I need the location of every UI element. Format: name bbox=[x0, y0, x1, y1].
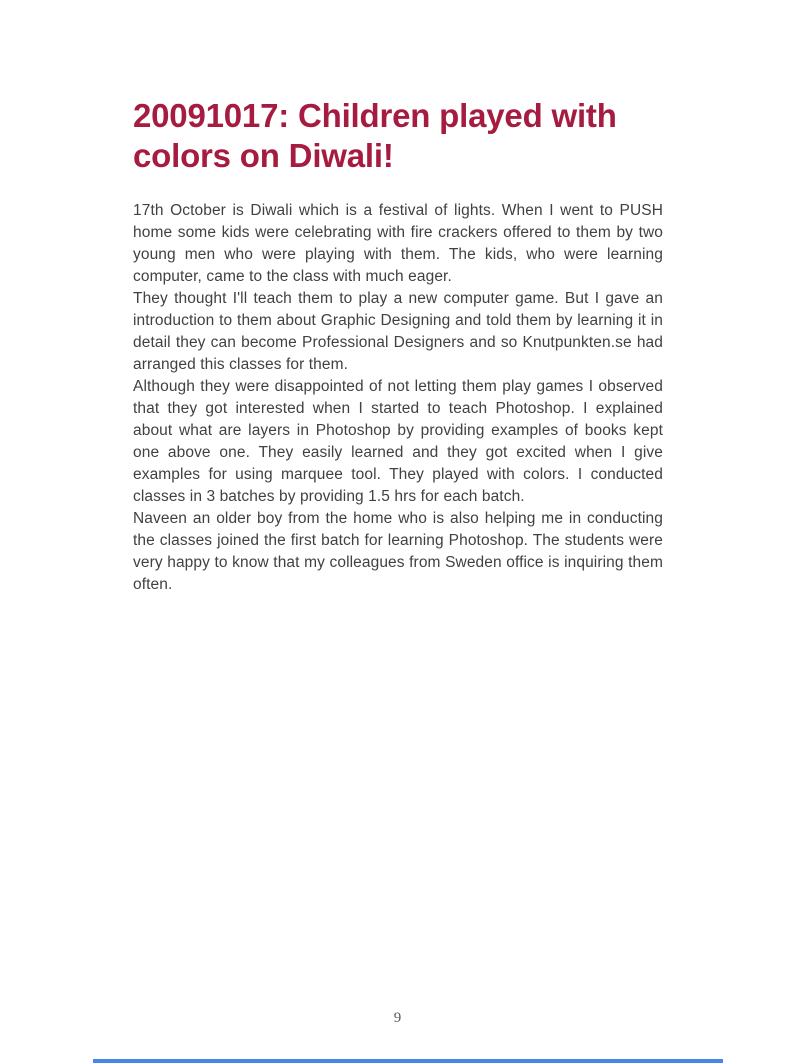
article-body bbox=[133, 200, 663, 596]
article-title: 20091017: Children played with colors on Diwali! bbox=[133, 97, 617, 174]
paragraph-naveen: Naveen an older boy from the home who is also helping me in conducting the classes joined the first batch for learning Photoshop. The students were very happy to know that my colleagues from Sweden office is inquiring them often. bbox=[133, 510, 663, 593]
paragraph-diwali-intro: 17th October is Diwali which is a festival of lights. When I went to PUSH home some kids were celebrating with fire crackers offered to them by two young men who were playing with them. The kids, who were learning computer, came to the class with much eager. bbox=[133, 202, 663, 285]
page-number: 9 bbox=[393, 1010, 402, 1026]
page-bottom-divider bbox=[93, 1059, 723, 1063]
paragraph-graphic-designing: They thought I'll teach them to play a new computer game. But I gave an introduction to them about Graphic Designing and told them by learning it in detail they can become Professional Designers and so Knutpunkten.se had arranged this classes for them. bbox=[133, 290, 663, 373]
article-content bbox=[133, 96, 663, 596]
paragraph-photoshop-classes: Although they were disappointed of not letting them play games I observed that they got interested when I started to teach Photoshop. I explained about what are layers in Photoshop by providing examples of books kept one above one. They easily learned and they got excited when I give examples for using marquee tool. They played with colors. I conducted classes in 3 batches by providing 1.5 hrs for each batch. bbox=[133, 378, 663, 505]
